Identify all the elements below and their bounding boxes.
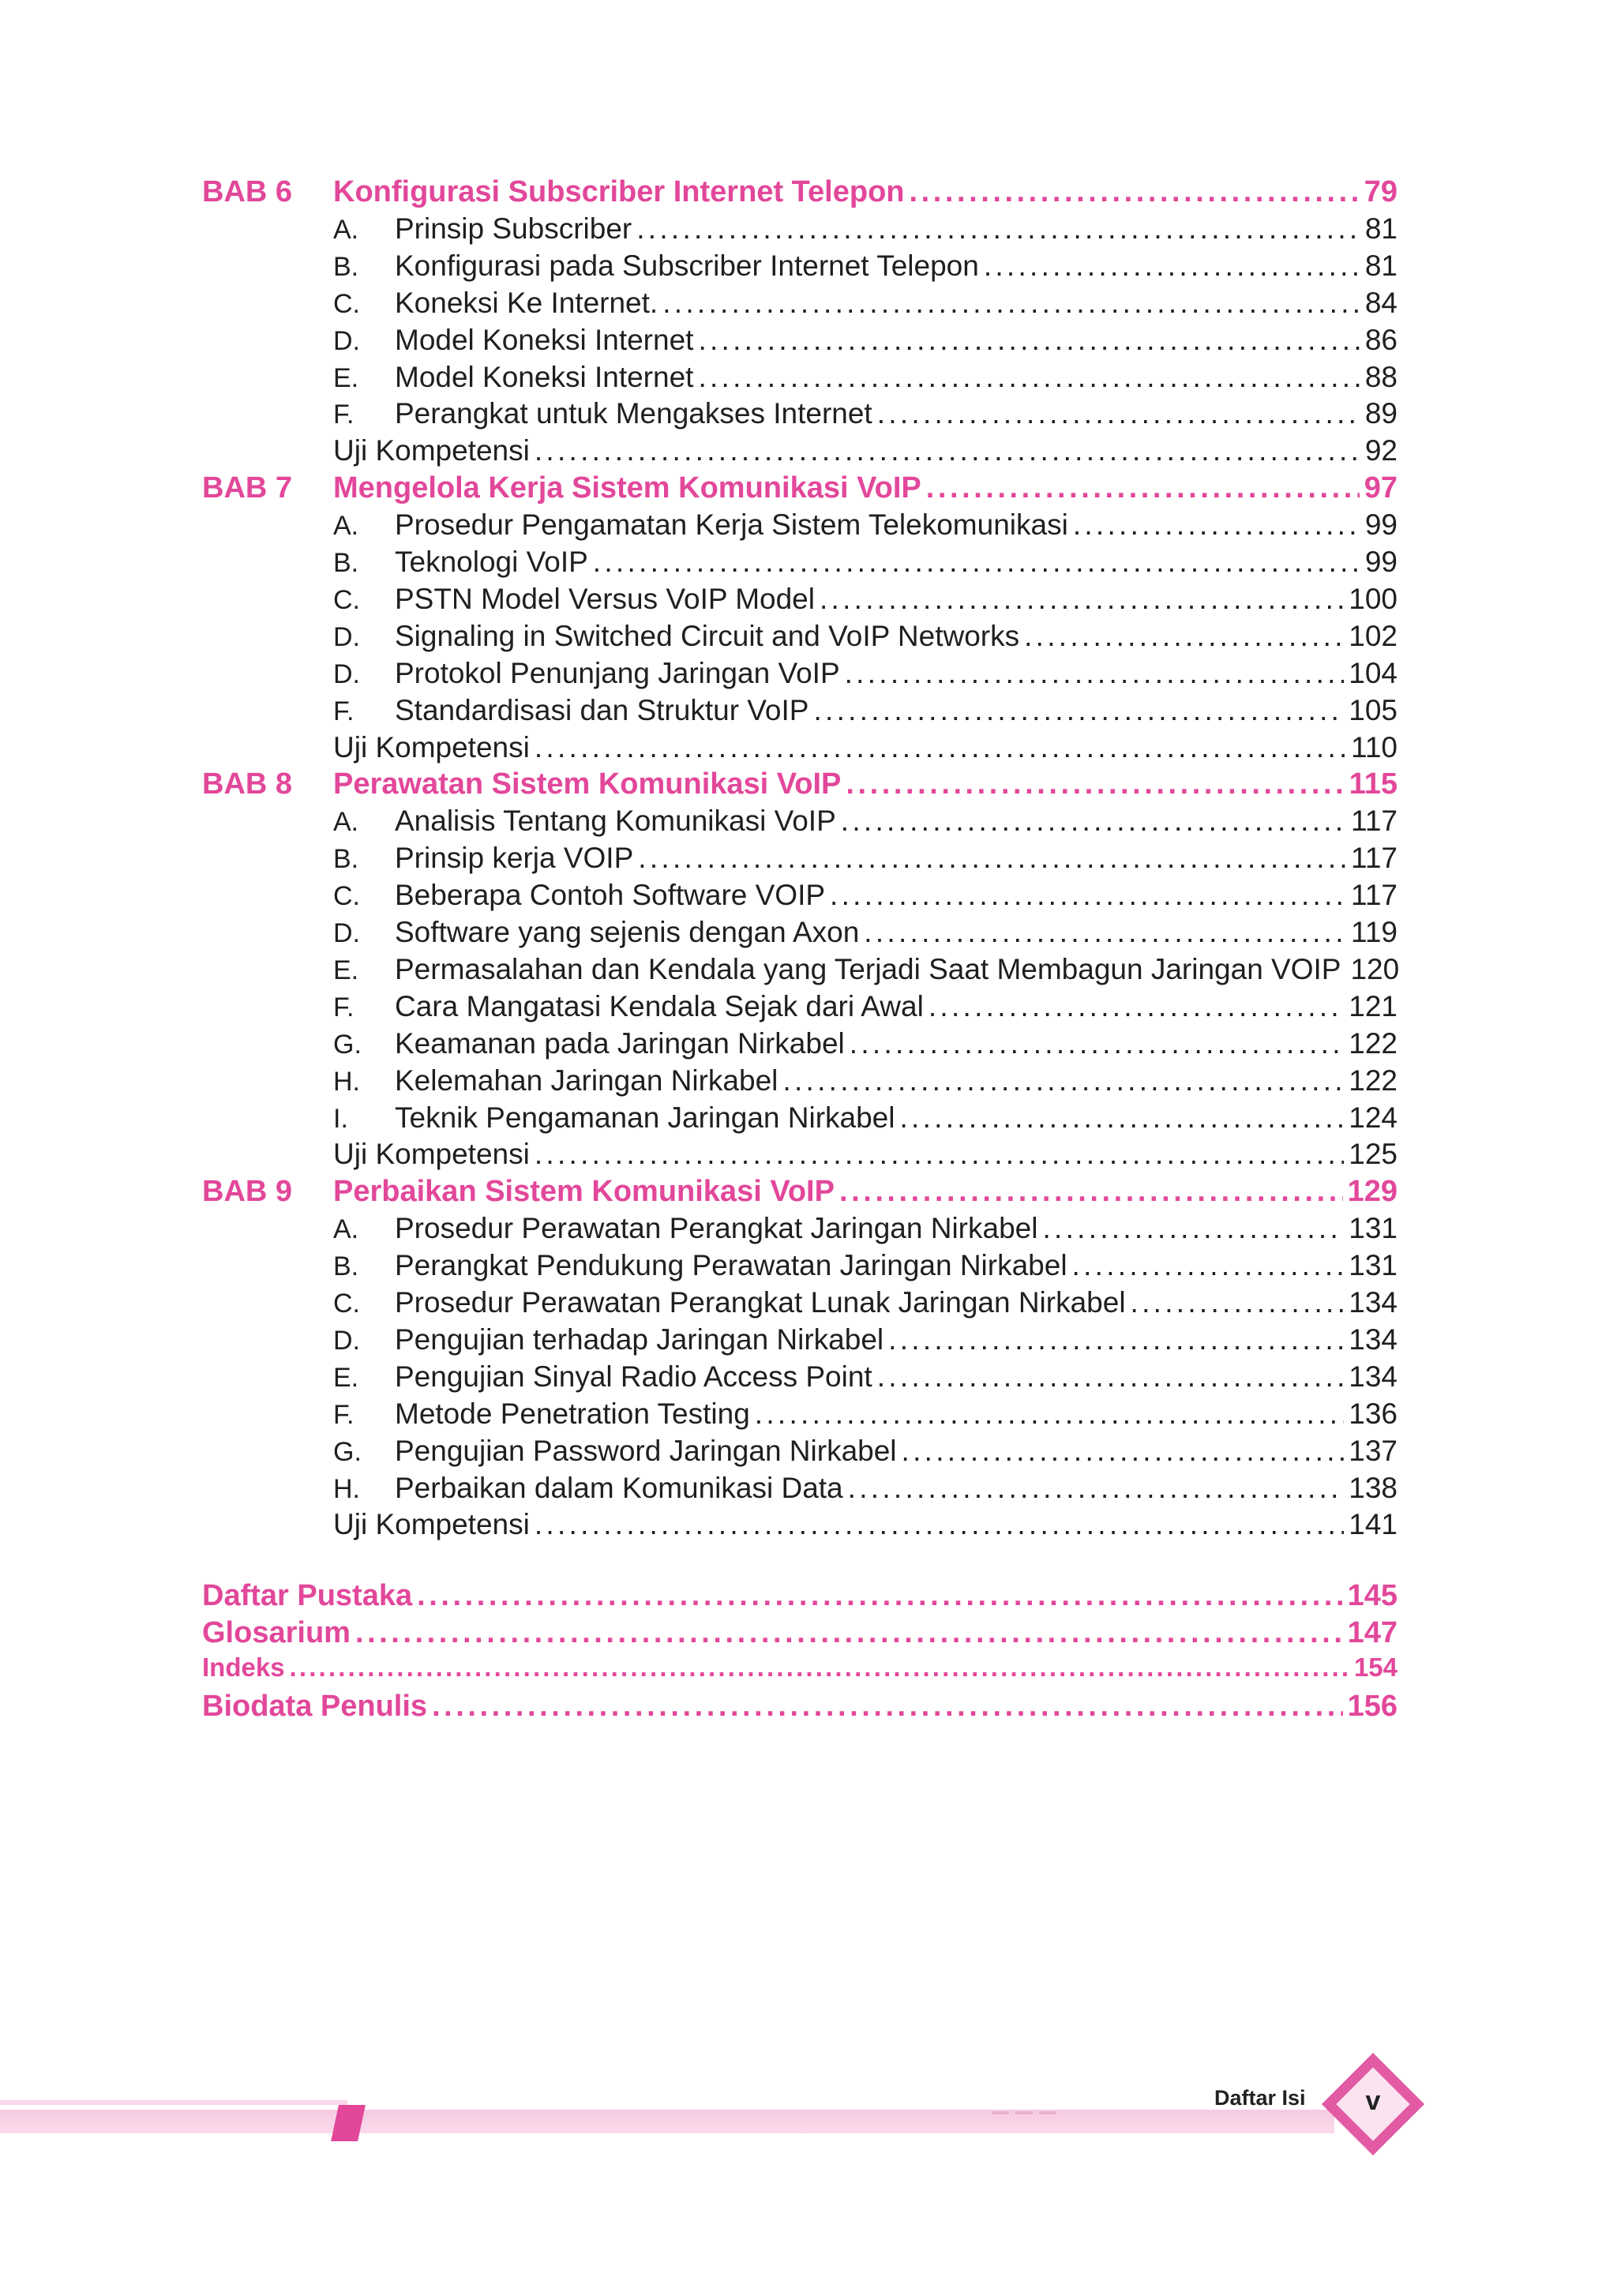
leader-dots (755, 1397, 1344, 1431)
leader-dots (899, 1101, 1344, 1135)
back-matter-row[interactable] (202, 1579, 1398, 1613)
item-page: 81 (1364, 212, 1398, 245)
toc-item-row[interactable] (333, 694, 1398, 727)
chapter-number: BAB 8 (202, 767, 293, 801)
item-title: Koneksi Ke Internet. (395, 286, 658, 319)
toc-item-row[interactable] (333, 1101, 1398, 1135)
item-title: Metode Penetration Testing (395, 1397, 750, 1430)
back-matter-row[interactable] (202, 1690, 1398, 1724)
chapter-heading-row[interactable] (202, 175, 1398, 209)
item-letter: D. (333, 325, 360, 356)
leader-dots (820, 583, 1344, 616)
footer-dash (992, 2111, 1009, 2114)
uji-page: 141 (1349, 1508, 1398, 1541)
item-title: Kelemahan Jaringan Nirkabel (395, 1064, 778, 1097)
chapter-heading-row[interactable] (202, 1175, 1398, 1209)
item-letter: A. (333, 807, 359, 838)
item-page: 102 (1349, 619, 1398, 652)
back-matter-page: 145 (1347, 1579, 1398, 1612)
leader-dots (698, 361, 1360, 394)
leader-dots (839, 1175, 1343, 1209)
item-letter: A. (333, 511, 359, 542)
chapter-heading-row[interactable] (202, 471, 1398, 505)
uji-page: 92 (1364, 434, 1398, 467)
item-letter: H. (333, 1066, 360, 1097)
item-title: Model Koneksi Internet (395, 360, 694, 393)
toc-item-row[interactable] (333, 805, 1398, 838)
item-letter: H. (333, 1473, 360, 1504)
item-letter: F. (333, 696, 355, 726)
uji-kompetensi-row[interactable] (333, 434, 1398, 467)
item-title: Model Koneksi Internet (395, 323, 694, 356)
leader-dots (593, 546, 1360, 579)
item-letter: E. (333, 955, 359, 985)
item-page: 134 (1349, 1360, 1398, 1393)
item-page: 100 (1349, 582, 1398, 615)
leader-dots (877, 1360, 1345, 1394)
footer-dash (1039, 2111, 1056, 2114)
item-page: 138 (1349, 1471, 1398, 1504)
leader-dots (850, 1027, 1345, 1060)
item-title: Prosedur Perawatan Perangkat Lunak Jaringan Nirkabel (395, 1286, 1126, 1319)
leader-dots (888, 1323, 1344, 1356)
item-title: Prinsip Subscriber (395, 212, 632, 245)
leader-dots (1072, 1249, 1345, 1282)
leader-dots (636, 212, 1360, 246)
back-matter-page: 154 (1353, 1653, 1398, 1682)
chapter-page: 115 (1349, 767, 1398, 801)
item-title: Signaling in Switched Circuit and VoIP Networks (395, 619, 1020, 652)
item-letter: B. (333, 1251, 359, 1282)
leader-dots (984, 249, 1360, 283)
toc-item-row[interactable] (333, 1064, 1398, 1097)
item-title: Protokol Penunjang Jaringan VoIP (395, 656, 840, 689)
item-title: Prosedur Perawatan Perangkat Jaringan Nirkabel (395, 1212, 1038, 1245)
uji-page: 125 (1349, 1138, 1398, 1171)
item-page: 105 (1349, 693, 1398, 726)
leader-dots (782, 1064, 1344, 1097)
toc-item-row[interactable] (333, 397, 1398, 430)
item-letter: D. (333, 918, 360, 948)
leader-dots (841, 805, 1346, 838)
item-page: 88 (1364, 360, 1398, 393)
toc-item-row[interactable] (333, 1360, 1398, 1394)
item-letter: E. (333, 362, 359, 393)
item-letter: A. (333, 1214, 359, 1245)
item-letter: C. (333, 584, 360, 615)
item-page: 99 (1364, 546, 1398, 578)
toc-item-row[interactable] (333, 842, 1398, 875)
chapter-page: 79 (1364, 175, 1398, 208)
item-page: 122 (1349, 1026, 1398, 1060)
leader-dots (432, 1690, 1343, 1724)
item-title: Permasalahan dan Kendala yang Terjadi Saat Membagun Jaringan VOIP (395, 952, 1341, 985)
footer-band-thin (0, 2100, 347, 2105)
leader-dots (902, 1435, 1345, 1468)
leader-dots (864, 916, 1346, 949)
item-page: 124 (1349, 1101, 1398, 1134)
item-title: Pengujian Password Jaringan Nirkabel (395, 1434, 897, 1467)
toc-item-row[interactable] (333, 249, 1398, 283)
leader-dots (845, 657, 1345, 690)
toc-item-row[interactable] (333, 953, 1398, 986)
uji-title: Uji Kompetensi (333, 730, 530, 763)
chapter-number: BAB 9 (202, 1175, 293, 1209)
uji-title: Uji Kompetensi (333, 434, 530, 467)
toc-item-row[interactable] (333, 1472, 1398, 1505)
item-page: 136 (1349, 1397, 1398, 1430)
leader-dots (1073, 508, 1360, 542)
leader-dots (417, 1579, 1342, 1613)
item-page: 134 (1349, 1286, 1398, 1319)
item-title: Cara Mangatasi Kendala Sejak dari Awal (395, 989, 924, 1022)
leader-dots (535, 1508, 1344, 1541)
footer-band (0, 2110, 1334, 2133)
leader-dots (1131, 1286, 1345, 1319)
leader-dots (910, 175, 1360, 209)
item-letter: F. (333, 992, 355, 1022)
item-page: 131 (1349, 1249, 1398, 1282)
toc-item-row[interactable] (333, 879, 1398, 912)
chapter-title: Perawatan Sistem Komunikasi VoIP (333, 767, 842, 801)
toc-item-row[interactable] (333, 620, 1398, 653)
item-page: 119 (1351, 916, 1398, 948)
item-letter: C. (333, 881, 360, 912)
toc-item-row[interactable] (333, 1323, 1398, 1356)
leader-dots (926, 471, 1360, 505)
item-title: Teknik Pengamanan Jaringan Nirkabel (395, 1101, 895, 1134)
toc-item-row[interactable] (333, 1249, 1398, 1282)
chapter-title: Konfigurasi Subscriber Internet Telepon (333, 175, 905, 208)
toc-item-row[interactable] (333, 508, 1398, 542)
leader-dots (638, 842, 1346, 875)
toc-item-row[interactable] (333, 212, 1398, 246)
uji-kompetensi-row[interactable] (333, 731, 1398, 764)
item-letter: B. (333, 844, 359, 875)
item-title: Pengujian terhadap Jaringan Nirkabel (395, 1322, 884, 1356)
leader-dots (662, 287, 1360, 320)
footer-section-label: Daftar Isi (1214, 2086, 1306, 2110)
back-matter-page: 147 (1347, 1615, 1398, 1649)
item-title: Software yang sejenis dengan Axon (395, 916, 860, 948)
leader-dots (698, 324, 1360, 357)
leader-dots (355, 1616, 1343, 1650)
item-page: 104 (1349, 656, 1398, 689)
uji-title: Uji Kompetensi (333, 1138, 530, 1171)
back-matter-title: Daftar Pustaka (202, 1579, 413, 1612)
item-page: 122 (1349, 1064, 1398, 1097)
uji-kompetensi-row[interactable] (333, 1138, 1398, 1171)
toc-item-row[interactable] (333, 916, 1398, 949)
leader-dots (848, 1472, 1345, 1505)
toc-item-row[interactable] (333, 361, 1398, 394)
item-title: Konfigurasi pada Subscriber Internet Telepon (395, 249, 979, 282)
item-title: Standardisasi dan Struktur VoIP (395, 693, 809, 726)
item-letter: F. (333, 1399, 355, 1430)
item-page: 121 (1349, 989, 1398, 1022)
item-page: 120 (1350, 952, 1400, 985)
item-page: 134 (1349, 1322, 1398, 1356)
item-page: 86 (1364, 323, 1398, 356)
item-page: 89 (1364, 397, 1398, 430)
item-letter: B. (333, 251, 359, 282)
item-letter: E. (333, 1362, 359, 1393)
toc-item-row[interactable] (333, 287, 1398, 320)
item-page: 117 (1351, 879, 1398, 912)
back-matter-title: Glosarium (202, 1615, 351, 1649)
uji-title: Uji Kompetensi (333, 1508, 530, 1541)
item-title: Analisis Tentang Komunikasi VoIP (395, 805, 836, 838)
toc-item-row[interactable] (333, 324, 1398, 357)
chapter-page: 97 (1364, 471, 1398, 505)
leader-dots (1042, 1212, 1344, 1245)
item-letter: G. (333, 1029, 362, 1060)
chapter-title: Perbaikan Sistem Komunikasi VoIP (333, 1175, 835, 1209)
toc-item-row[interactable] (333, 1435, 1398, 1468)
toc-item-row[interactable] (333, 1212, 1398, 1245)
item-title: Perangkat untuk Mengakses Internet (395, 397, 872, 430)
chapter-number: BAB 7 (202, 471, 293, 505)
leader-dots (846, 767, 1344, 801)
leader-dots (290, 1653, 1349, 1683)
item-page: 117 (1351, 842, 1398, 875)
item-page: 117 (1351, 805, 1398, 838)
item-title: Perbaikan dalam Komunikasi Data (395, 1471, 843, 1504)
item-page: 81 (1364, 249, 1398, 282)
item-letter: B. (333, 548, 359, 578)
item-letter: G. (333, 1436, 362, 1467)
chapter-page: 129 (1347, 1175, 1398, 1209)
item-title: Beberapa Contoh Software VOIP (395, 879, 826, 912)
toc-item-row[interactable] (333, 546, 1398, 579)
back-matter-row[interactable] (202, 1616, 1398, 1650)
item-title: Prosedur Pengamatan Kerja Sistem Telekomunikasi (395, 508, 1068, 542)
item-letter: D. (333, 1325, 360, 1356)
item-letter: C. (333, 288, 360, 319)
back-matter-title: Indeks (202, 1653, 285, 1682)
item-page: 137 (1349, 1434, 1398, 1467)
back-matter-title: Biodata Penulis (202, 1689, 428, 1723)
item-title: Prinsip kerja VOIP (395, 842, 634, 875)
uji-page: 110 (1351, 730, 1398, 763)
leader-dots (813, 694, 1344, 727)
toc-item-row[interactable] (333, 657, 1398, 690)
item-letter: A. (333, 214, 359, 245)
item-letter: C. (333, 1289, 360, 1319)
toc-item-row[interactable] (333, 990, 1398, 1023)
chapter-heading-row[interactable] (202, 767, 1398, 801)
item-page: 84 (1364, 286, 1398, 319)
item-page: 99 (1364, 508, 1398, 542)
item-title: Keamanan pada Jaringan Nirkabel (395, 1026, 845, 1060)
toc-item-row[interactable] (333, 1027, 1398, 1060)
leader-dots (1024, 620, 1344, 653)
toc-item-row[interactable] (333, 583, 1398, 616)
item-title: PSTN Model Versus VoIP Model (395, 582, 815, 615)
leader-dots (535, 1138, 1344, 1171)
uji-kompetensi-row[interactable] (333, 1508, 1398, 1541)
toc-item-row[interactable] (333, 1286, 1398, 1319)
item-title: Pengujian Sinyal Radio Access Point (395, 1360, 872, 1393)
leader-dots (535, 731, 1346, 764)
item-title: Teknologi VoIP (395, 546, 588, 578)
leader-dots (535, 434, 1360, 467)
item-page: 131 (1349, 1212, 1398, 1245)
page-number: v (1365, 2086, 1381, 2116)
item-letter: D. (333, 658, 360, 689)
leader-dots (830, 879, 1346, 912)
item-letter: D. (333, 621, 360, 652)
item-title: Perangkat Pendukung Perawatan Jaringan Nirkabel (395, 1249, 1067, 1282)
page-footer (0, 2037, 1617, 2195)
chapter-title: Mengelola Kerja Sistem Komunikasi VoIP (333, 471, 921, 505)
item-letter: F. (333, 400, 355, 430)
leader-dots (929, 990, 1344, 1023)
footer-dash (1015, 2111, 1033, 2114)
item-letter: I. (333, 1103, 348, 1134)
chapter-number: BAB 6 (202, 175, 293, 208)
leader-dots (877, 397, 1360, 430)
toc-item-row[interactable] (333, 1397, 1398, 1431)
back-matter-page: 156 (1347, 1689, 1398, 1723)
back-matter-row[interactable] (202, 1653, 1398, 1683)
